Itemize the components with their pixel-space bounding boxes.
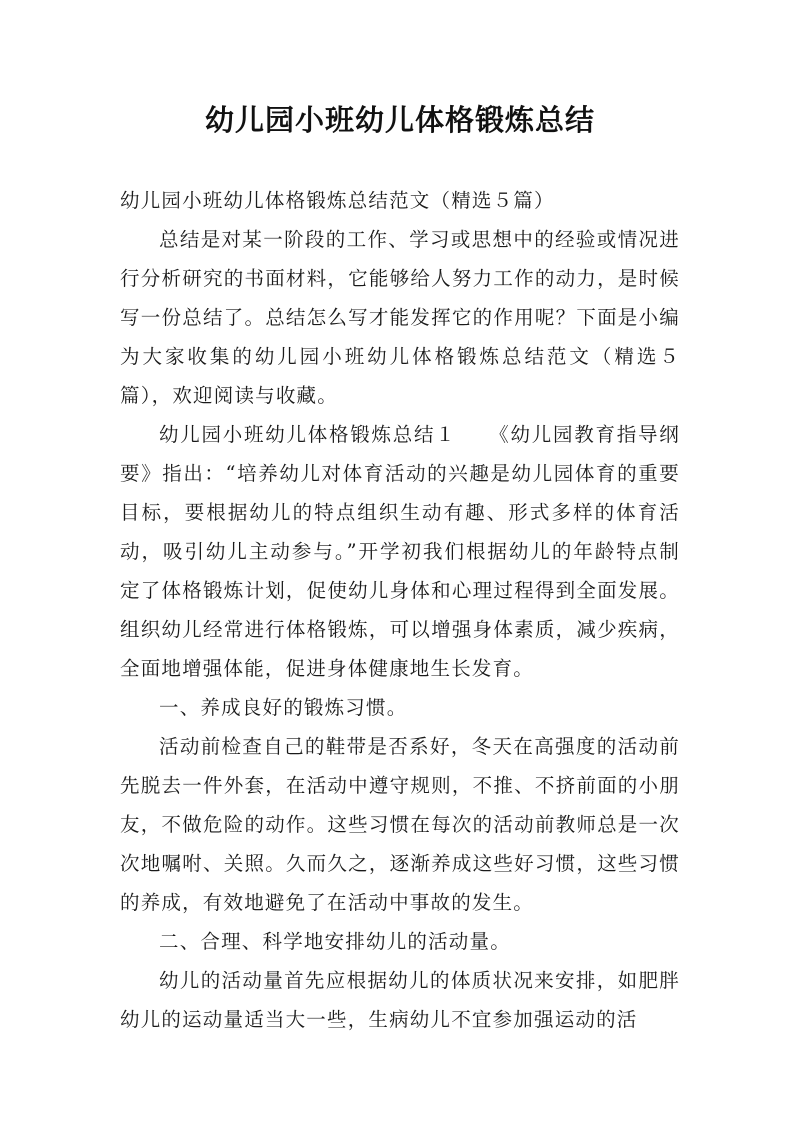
document-body xyxy=(120,181,680,1039)
document-title: 幼儿园小班幼儿体格锻炼总结 xyxy=(204,103,595,137)
subtitle-paragraph: 幼儿园小班幼儿体格锻炼总结范文（精选５篇） xyxy=(120,189,555,212)
habits-paragraph: 活动前检查自己的鞋带是否系好，冬天在高强度的活动前先脱去一件外套，在活动中遵守规则，不推、不挤前面的小朋友，不做危险的动作。这些习惯在每次的活动前教师总是一次次地嘱咐、关照。久而久之，逐渐养成这些好习惯，这些习惯的养成，有效地避免了在活动中事故的发生。 xyxy=(120,735,680,914)
section-1-paragraph: 幼儿园小班幼儿体格锻炼总结１ 《幼儿园教育指导纲要》指出：“培养幼儿对体育活动的兴趣是幼儿园体育的重要目标，要根据幼儿的特点组织生动有趣、形式多样的体育活动，吸引幼儿主动参与。”开学初我们根据幼儿的年龄特点制定了体格锻炼计划，促使幼儿身体和心理过程得到全面发展。组织幼儿经常进行体格锻炼，可以增强身体素质，减少疾病，全面地增强体能，促进身体健康地生长发育。 xyxy=(120,423,680,680)
heading-habits: 一、养成良好的锻炼习惯。 xyxy=(159,696,408,719)
heading-activity-amount: 二、合理、科学地安排幼儿的活动量。 xyxy=(159,930,511,953)
activity-amount-paragraph: 幼儿的活动量首先应根据幼儿的体质状况来安排，如肥胖幼儿的运动量适当大一些，生病幼儿不宜参加强运动的活 xyxy=(120,969,680,1031)
intro-paragraph: 总结是对某一阶段的工作、学习或思想中的经验或情况进行分析研究的书面材料，它能够给人努力工作的动力，是时候写一份总结了。总结怎么写才能发挥它的作用呢？下面是小编为大家收集的幼儿园小班幼儿体格锻炼总结范文（精选５篇），欢迎阅读与收藏。 xyxy=(120,228,680,407)
